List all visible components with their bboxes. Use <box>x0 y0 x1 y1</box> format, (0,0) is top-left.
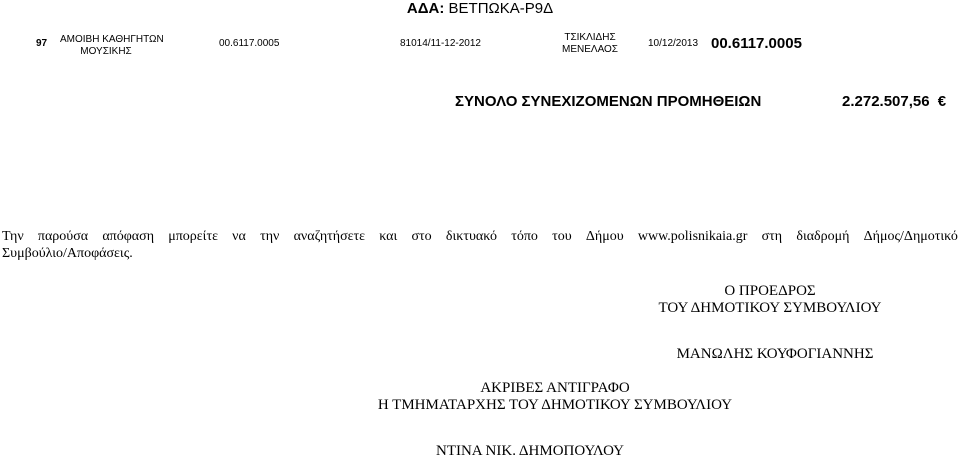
paragraph-line2: Συμβούλιο/Αποφάσεις. <box>2 246 133 261</box>
total-label: ΣΥΝΟΛΟ ΣΥΝΕΧΙΖΟΜΕΝΩΝ ΠΡΟΜΗΘΕΙΩΝ <box>455 93 762 110</box>
paragraph-word: στη <box>761 229 783 244</box>
president-title-line2: ΤΟΥ ΔΗΜΟΤΙΚΟΥ ΣΥΜΒΟΥΛΙΟΥ <box>658 300 882 316</box>
paragraph-word: και <box>379 229 398 244</box>
paragraph-word: την <box>260 229 280 244</box>
row-name-line1: ΤΣΙΚΛΙΔΗΣ <box>564 32 616 43</box>
total-amount <box>842 93 946 110</box>
copy-certification-block <box>340 380 770 414</box>
row-date: 10/12/2013 <box>648 38 699 49</box>
copy-title-line2: Η ΤΜΗΜΑΤΑΡΧΗΣ ΤΟΥ ΔΗΜΟΤΙΚΟΥ ΣΥΜΒΟΥΛΙΟΥ <box>377 397 733 413</box>
ada-label: ΑΔΑ: <box>406 0 445 17</box>
paragraph-word: www.polisnikaia.gr <box>637 229 748 244</box>
copy-title-line1: ΑΚΡΙΒΕΣ ΑΝΤΙΓΡΑΦΟ <box>480 380 630 396</box>
row-description <box>60 34 164 58</box>
president-name: ΜΑΝΩΛΗΣ ΚΟΥΦΟΓΙΑΝΝΗΣ <box>676 346 874 362</box>
row-description-line2: ΜΟΥΣΙΚΗΣ <box>80 46 132 57</box>
copy-signatory-name: ΝΤΙΝΑ ΝΙΚ. ΔΗΜΟΠΟΥΛΟΥ <box>435 443 625 459</box>
paragraph-word: δικτυακό <box>445 229 497 244</box>
row-name-line2: ΜΕΝΕΛΑΟΣ <box>562 44 618 55</box>
paragraph-word: διαδρομή <box>796 229 850 244</box>
paragraph-word: αναζητήσετε <box>293 229 366 244</box>
row-name <box>552 32 628 56</box>
paragraph-word: τόπο <box>511 229 538 244</box>
paragraph-word: μπορείτε <box>168 229 218 244</box>
president-title-line1: Ο ΠΡΟΕΔΡΟΣ <box>724 283 816 299</box>
president-signature-block <box>640 283 900 317</box>
euro-icon: € <box>937 93 947 110</box>
total-amount-value: 2.272.507,56 <box>842 93 930 110</box>
paragraph-word: στο <box>411 229 432 244</box>
row-number: 97 <box>36 38 48 49</box>
paragraph-word: του <box>552 229 572 244</box>
row-code-bold: 00.6117.0005 <box>711 35 802 52</box>
paragraph-word: παρούσα <box>37 229 89 244</box>
row-description-line1: ΑΜΟΙΒΗ ΚΑΘΗΓΗΤΩΝ <box>60 34 164 45</box>
paragraph-line1 <box>2 228 958 245</box>
publication-paragraph <box>2 228 958 262</box>
ada-header <box>0 0 960 17</box>
paragraph-word: να <box>232 229 246 244</box>
paragraph-word: απόφαση <box>102 229 155 244</box>
row-reference: 81014/11-12-2012 <box>400 38 481 49</box>
paragraph-word: Δήμου <box>585 229 624 244</box>
paragraph-word: Την <box>2 229 24 244</box>
ada-value: ΒΕΤΠΩΚΑ-Ρ9Δ <box>448 0 554 17</box>
row-code: 00.6117.0005 <box>219 38 280 49</box>
paragraph-word: Δήμος/Δημοτικό <box>863 229 958 244</box>
